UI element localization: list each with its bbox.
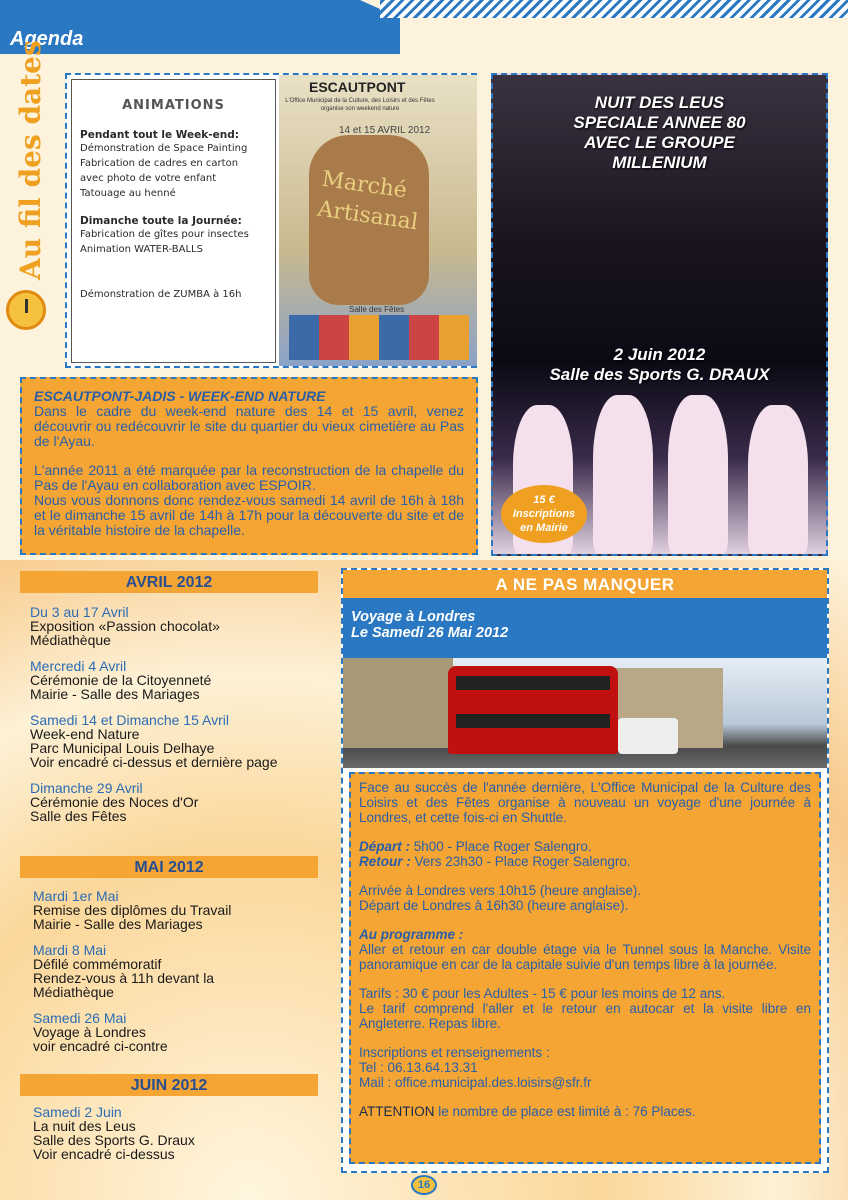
month-header-avril: AVRIL 2012 [20,571,318,593]
dancer-figure [668,395,728,555]
header-band [0,0,848,50]
animations-panel [71,79,276,363]
organizer-text: L'Office Municipal de la Culture, des Loisirs et des Fêtes organise son weekend nature [285,98,435,112]
animations-heading: ANIMATIONS [122,98,225,113]
london-times: Arrivée à Londres vers 10h15 (heure anglaise). Départ de Londres à 16h30 (heure anglaise). [359,883,642,913]
page-number: 16 [411,1175,437,1195]
london-bus-photo [343,658,827,768]
voyage-intro: Face au succès de l'année dernière, L'Office Municipal de la Culture des Loisirs et des Fêtes organise à nouveau un voyage d'une journée à Londres, et cette fois-ci en Shuttle. [359,780,811,825]
animations-poster [65,73,477,368]
event-item: Samedi 26 Mai Voyage à Londres voir encadré ci-contre [33,1010,168,1054]
alarm-clock-icon [6,290,46,330]
weekend-item: avec photo de votre enfant [80,173,217,184]
marche-dates: 14 et 15 AVRIL 2012 [339,125,431,136]
voyage-header: Voyage à Londres Le Samedi 26 Mai 2012 [343,598,827,658]
zumba-line: Démonstration de ZUMBA à 16h [80,289,242,300]
dancer-figure [593,395,653,555]
event-item: Mercredi 4 Avril Cérémonie de la Citoyenneté Mairie - Salle des Mariages [30,658,212,702]
dancer-figure [748,405,808,555]
side-title: Au fil des dates [14,40,47,280]
month-header-juin: JUIN 2012 [20,1074,318,1096]
inscriptions: Inscriptions et renseignements : Tel : 06.13.64.13.31 Mail : office.municipal.des.loisirs@sfr.fr [359,1045,592,1090]
marche-title: Marché Artisanal [315,166,420,236]
event-item: Samedi 2 Juin La nuit des Leus Salle des Sports G. Draux Voir encadré ci-dessus [33,1104,195,1162]
concert-date: 2 Juin 2012 Salle des Sports G. DRAUX [549,345,770,384]
month-header-mai: MAI 2012 [20,856,318,878]
event-item: Mardi 1er Mai Remise des diplômes du Travail Mairie - Salle des Mariages [33,888,232,932]
craft-photos [289,315,469,360]
jadis-box [20,377,478,555]
weekend-item: Tatouage au henné [80,188,176,199]
programme: Au programme : Aller et retour en car double étage via le Tunnel sous la Manche. Visite panoramique en car de la capitale suivie d'un temps libre à la journée. [359,927,811,972]
event-item: Dimanche 29 Avril Cérémonie des Noces d'Or Salle des Fêtes [30,780,199,824]
page-title: Agenda [10,28,84,50]
price-badge: 15 € Inscriptions en Mairie [501,485,587,543]
tarifs: Tarifs : 30 € pour les Adultes - 15 € pour les moins de 12 ans. Le tarif comprend l'aller et le retour en autocar et la visite libre en Angleterre. Repas libre. [359,986,811,1031]
concert-poster [491,73,828,556]
building-shape [343,658,453,748]
jadis-paragraph: L'année 2011 a été marquée par la reconstruction de la chapelle du Pas de l'Ayau en collaboration avec ESPOIR. [34,462,464,493]
red-bus [448,666,618,754]
weekend-title: Pendant tout le Week-end: [80,129,239,141]
events-avril [30,605,277,835]
concert-title: NUIT DES LEUS SPECIALE ANNEE 80 AVEC LE GROUPE MILLENIUM [573,93,746,172]
event-item: Du 3 au 17 Avril Exposition «Passion chocolat» Médiathèque [30,604,220,648]
events-mai [33,889,231,1065]
marche-venue: Salle des Fêtes [349,305,405,314]
sunday-title: Dimanche toute la Journée: [80,215,242,227]
jadis-title: ESCAUTPONT-JADIS - WEEK-END NATURE [34,388,326,404]
town-name: ESCAUTPONT [309,79,406,95]
attention-note: ATTENTION le nombre de place est limité à : 76 Places. [359,1104,696,1119]
events-juin [33,1105,195,1173]
jadis-paragraph: Dans le cadre du week-end nature des 14 et 15 avril, venez découvrir ou redécouvrir le site du quartier du vieux cimetière au Pas de l'Ayau. [34,403,464,449]
event-item: Mardi 8 Mai Défilé commémoratif Rendez-vous à 11h devant la Médiathèque [33,942,215,1000]
weekend-item: Fabrication de cadres en carton [80,158,239,169]
sunday-item: Fabrication de gîtes pour insectes [80,229,249,240]
bus-window [456,676,610,690]
white-van [618,718,678,754]
jadis-paragraph: Nous vous donnons donc rendez-vous samedi 14 avril de 16h à 18h et le dimanche 15 avril de 14h à 17h pour la découverte du site et de la véritable histoire de la chapelle. [34,492,464,538]
npm-heading: A NE PAS MANQUER [343,570,827,598]
marche-artisanal-image [279,75,477,366]
bus-window [456,714,610,728]
a-ne-pas-manquer-box [341,568,829,1173]
weekend-item: Démonstration de Space Painting [80,143,248,154]
schedule: Départ : 5h00 - Place Roger Salengro. Retour : Vers 23h30 - Place Roger Salengro. [359,839,631,869]
sunday-item: Animation WATER-BALLS [80,244,203,255]
event-item: Samedi 14 et Dimanche 15 Avril Week-end Nature Parc Municipal Louis Delhaye Voir encadré ci-dessus et dernière page [30,712,278,770]
voyage-details [349,772,821,1164]
